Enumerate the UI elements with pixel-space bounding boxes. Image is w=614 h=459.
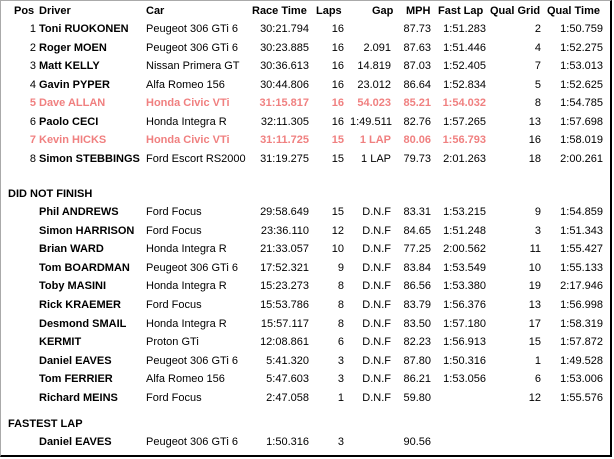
table-row: [0, 76, 614, 94]
cell-mph: 87.80: [403, 354, 431, 367]
cell-laps: 10: [331, 243, 344, 256]
cell-car: Honda Civic VTi: [146, 97, 230, 109]
cell-qual-grid: 13: [528, 299, 541, 311]
cell-qual-grid: 12: [528, 392, 541, 404]
cell-gap: 2.091: [363, 41, 391, 54]
cell-race-time: 15:23.273: [260, 280, 309, 293]
cell-car: Alfa Romeo 156: [146, 78, 225, 91]
cell-qual-grid: 11: [529, 243, 541, 256]
dnf-section: [0, 185, 614, 203]
cell-fast-lap: 1:56.793: [442, 134, 486, 146]
cell-driver: Simon HARRISON: [39, 224, 135, 237]
cell-mph: 86.56: [403, 280, 431, 293]
cell-gap: D.N.F: [362, 280, 391, 293]
cell-driver: Richard MEINS: [39, 392, 118, 404]
cell-mph: 85.21: [403, 97, 431, 109]
cell-driver: Tom BOARDMAN: [39, 261, 130, 274]
cell-gap: 54.023: [357, 97, 391, 109]
cell-laps: 8: [337, 317, 344, 330]
cell-gap: D.N.F: [362, 224, 391, 237]
cell-driver: Phil ANDREWS: [39, 206, 119, 218]
cell-pos: 8: [29, 152, 36, 165]
cell-fast-lap: 1:57.180: [443, 317, 486, 330]
cell-mph: 83.31: [403, 206, 431, 218]
cell-qual-time: 1:55.133: [560, 261, 603, 274]
cell-gap: D.N.F: [362, 392, 391, 404]
cell-qual-time: 1:53.006: [560, 373, 603, 386]
cell-qual-time: 1:52.625: [560, 78, 603, 91]
cell-qual-time: 1:53.013: [560, 60, 603, 72]
cell-laps: 15: [331, 134, 344, 146]
cell-driver: Toby MASINI: [39, 280, 107, 293]
cell-car: Honda Integra R: [146, 317, 227, 330]
cell-laps: 3: [337, 373, 344, 386]
header-qual-time: Qual Time: [547, 5, 600, 17]
cell-race-time: 31:19.275: [260, 152, 309, 165]
cell-car: Peugeot 306 GTi 6: [146, 23, 238, 35]
cell-race-time: 23:36.110: [260, 224, 309, 237]
cell-laps: 16: [331, 78, 344, 91]
cell-fast-lap: 1:53.056: [443, 373, 486, 386]
table-row: [0, 389, 614, 407]
cell-laps: 16: [331, 41, 344, 54]
cell-mph: 83.50: [403, 317, 431, 330]
cell-laps: 16: [331, 23, 344, 35]
cell-qual-grid: 17: [528, 317, 541, 330]
cell-race-time: 15:57.117: [260, 317, 309, 330]
cell-qual-time: 1:58.019: [560, 134, 603, 146]
cell-laps: 16: [331, 115, 344, 128]
cell-car: Ford Focus: [146, 299, 202, 311]
header-pos: Pos: [14, 5, 35, 17]
cell-driver: Rick KRAEMER: [39, 299, 121, 311]
cell-qual-time: 1:57.698: [560, 115, 603, 128]
table-row: [0, 94, 614, 112]
cell-driver: Desmond SMAIL: [39, 317, 127, 330]
cell-qual-grid: 6: [534, 373, 541, 386]
cell-driver: Daniel EAVES: [39, 354, 112, 367]
fastest-lap-number: 3: [337, 436, 344, 448]
cell-laps: 3: [337, 354, 344, 367]
cell-pos: 4: [29, 78, 36, 91]
cell-driver: Toni RUOKONEN: [39, 23, 129, 35]
cell-fast-lap: 1:53.215: [443, 206, 486, 218]
cell-race-time: 5:41.320: [266, 354, 309, 367]
fastest-car: Peugeot 306 GTi 6: [146, 436, 238, 448]
cell-car: Ford Focus: [146, 392, 202, 404]
fastest-mph: 90.56: [403, 436, 431, 448]
cell-laps: 15: [331, 206, 344, 218]
cell-race-time: 2:47.058: [266, 392, 309, 404]
header-qual-grid: Qual Grid: [490, 5, 541, 17]
cell-mph: 59.80: [403, 392, 431, 404]
cell-car: Nissan Primera GT: [146, 60, 240, 72]
cell-gap: D.N.F: [362, 354, 391, 367]
cell-qual-grid: 9: [534, 206, 541, 218]
cell-race-time: 29:58.649: [260, 206, 309, 218]
cell-car: Peugeot 306 GTi 6: [146, 354, 238, 367]
cell-car: Honda Integra R: [146, 115, 227, 128]
cell-fast-lap: 1:52.405: [443, 60, 486, 72]
cell-laps: 1: [337, 392, 344, 404]
cell-mph: 86.21: [403, 373, 431, 386]
cell-qual-grid: 4: [534, 41, 541, 54]
cell-car: Peugeot 306 GTi 6: [146, 261, 238, 274]
cell-mph: 83.84: [403, 261, 431, 274]
cell-pos: 1: [29, 23, 36, 35]
cell-gap: D.N.F: [362, 299, 391, 311]
cell-fast-lap: 1:54.032: [442, 97, 486, 109]
cell-car: Ford Focus: [146, 224, 202, 237]
cell-fast-lap: 1:53.380: [443, 280, 486, 293]
header-driver: Driver: [39, 5, 71, 17]
cell-driver: Brian WARD: [39, 243, 104, 256]
cell-driver: Gavin PYPER: [39, 78, 110, 91]
cell-mph: 82.76: [403, 115, 431, 128]
cell-qual-time: 1:55.427: [560, 243, 603, 256]
cell-laps: 8: [337, 299, 344, 311]
cell-race-time: 12:08.861: [260, 336, 309, 349]
cell-driver: Paolo CECI: [39, 115, 99, 128]
cell-pos: 3: [29, 60, 36, 72]
table-row: [0, 113, 614, 131]
cell-driver: Dave ALLAN: [39, 97, 106, 109]
cell-driver: KERMIT: [39, 336, 82, 349]
cell-pos: 7: [29, 134, 36, 146]
table-row: [0, 352, 614, 370]
table-row: [0, 131, 614, 149]
cell-mph: 86.64: [403, 78, 431, 91]
header-race-time: Race Time: [252, 5, 307, 17]
cell-driver: Roger MOEN: [39, 41, 107, 54]
table-row: [0, 240, 614, 258]
cell-qual-grid: 13: [528, 115, 541, 128]
cell-qual-grid: 1: [534, 354, 541, 367]
table-header: [0, 2, 614, 20]
cell-qual-time: 1:49.528: [560, 354, 603, 367]
cell-gap: D.N.F: [362, 317, 391, 330]
fastest-title: FASTEST LAP: [8, 418, 83, 430]
cell-mph: 87.73: [403, 23, 431, 35]
header-fast-lap: Fast Lap: [438, 5, 484, 17]
cell-car: Ford Escort RS2000: [146, 152, 246, 165]
cell-laps: 9: [337, 261, 344, 274]
cell-fast-lap: 1:56.376: [443, 299, 486, 311]
cell-qual-grid: 10: [528, 261, 541, 274]
fastest-time: 1:50.316: [266, 436, 309, 448]
cell-race-time: 30:23.885: [260, 41, 309, 54]
table-row: [0, 222, 614, 240]
cell-race-time: 30:21.794: [260, 23, 309, 35]
cell-qual-time: 2:17.946: [560, 280, 603, 293]
cell-qual-time: 1:50.759: [560, 23, 603, 35]
cell-car: Peugeot 306 GTi 6: [146, 41, 238, 54]
cell-race-time: 31:11.725: [260, 134, 309, 146]
cell-fast-lap: 1:56.913: [443, 336, 486, 349]
cell-fast-lap: 1:53.549: [443, 261, 486, 274]
cell-qual-grid: 18: [528, 152, 541, 165]
cell-laps: 16: [331, 60, 344, 72]
cell-fast-lap: 1:51.283: [443, 23, 486, 35]
cell-race-time: 21:33.057: [260, 243, 309, 256]
cell-fast-lap: 2:01.263: [443, 152, 486, 165]
cell-fast-lap: 1:52.834: [443, 78, 486, 91]
cell-mph: 87.03: [403, 60, 431, 72]
cell-mph: 79.73: [403, 152, 431, 165]
header-gap: Gap: [372, 5, 394, 17]
cell-pos: 5: [29, 97, 36, 109]
cell-mph: 80.06: [403, 134, 431, 146]
cell-fast-lap: 1:57.265: [443, 115, 486, 128]
cell-driver: Matt KELLY: [39, 60, 100, 72]
fastest-driver: Daniel EAVES: [39, 436, 112, 448]
cell-laps: 8: [337, 280, 344, 293]
cell-laps: 6: [337, 336, 344, 349]
cell-gap: D.N.F: [362, 336, 391, 349]
cell-qual-time: 1:57.872: [560, 336, 603, 349]
cell-gap: D.N.F: [362, 261, 391, 274]
cell-qual-time: 1:56.998: [560, 299, 603, 311]
cell-qual-time: 2:00.261: [560, 152, 603, 165]
header-car: Car: [146, 5, 165, 17]
cell-gap: 1 LAP: [359, 134, 391, 146]
table-row: [0, 20, 614, 38]
cell-race-time: 15:53.786: [260, 299, 309, 311]
cell-qual-time: 1:58.319: [560, 317, 603, 330]
cell-mph: 87.63: [403, 41, 431, 54]
cell-qual-grid: 19: [528, 280, 541, 293]
cell-car: Proton GTi: [146, 336, 199, 349]
cell-mph: 83.79: [403, 299, 431, 311]
cell-car: Honda Integra R: [146, 280, 227, 293]
header-mph: MPH: [406, 5, 431, 17]
cell-driver: Tom FERRIER: [39, 373, 113, 386]
fastest-row: [0, 433, 614, 451]
cell-qual-grid: 7: [534, 60, 541, 72]
cell-race-time: 30:44.806: [260, 78, 309, 91]
cell-race-time: 30:36.613: [260, 60, 309, 72]
cell-mph: 84.65: [403, 224, 431, 237]
table-row: [0, 277, 614, 295]
cell-gap: 1 LAP: [361, 152, 391, 165]
cell-qual-time: 1:52.275: [560, 41, 603, 54]
cell-fast-lap: 1:51.446: [443, 41, 486, 54]
header-laps: Laps: [316, 5, 342, 17]
cell-car: Honda Civic VTi: [146, 134, 230, 146]
cell-pos: 6: [29, 115, 36, 128]
cell-qual-time: 1:54.859: [560, 206, 603, 218]
cell-qual-time: 1:54.785: [560, 97, 603, 109]
cell-car: Alfa Romeo 156: [146, 373, 225, 386]
cell-pos: 2: [29, 41, 36, 54]
cell-laps: 15: [331, 152, 344, 165]
cell-qual-grid: 15: [528, 336, 541, 349]
cell-qual-grid: 8: [534, 97, 541, 109]
table-row: [0, 296, 614, 314]
cell-gap: 23.012: [357, 78, 391, 91]
cell-mph: 82.23: [403, 336, 431, 349]
table-row: [0, 39, 614, 57]
cell-gap: 14.819: [357, 60, 391, 72]
table-row: [0, 203, 614, 221]
cell-laps: 16: [331, 97, 344, 109]
cell-qual-grid: 5: [534, 78, 541, 91]
cell-race-time: 31:15.817: [259, 97, 309, 109]
table-row: [0, 259, 614, 277]
cell-mph: 77.25: [403, 243, 431, 256]
table-row: [0, 150, 614, 168]
cell-car: Honda Integra R: [146, 243, 227, 256]
fastest-section: [0, 415, 614, 433]
cell-qual-time: 1:51.343: [560, 224, 603, 237]
cell-qual-time: 1:55.576: [560, 392, 603, 404]
cell-fast-lap: 1:50.316: [443, 354, 486, 367]
cell-race-time: 5:47.603: [266, 373, 309, 386]
cell-car: Ford Focus: [146, 206, 202, 218]
cell-fast-lap: 1:51.248: [443, 224, 486, 237]
cell-gap: 1:49.511: [350, 115, 393, 128]
cell-gap: D.N.F: [362, 243, 391, 256]
cell-race-time: 32:11.305: [260, 115, 309, 128]
cell-driver: Simon STEBBINGS: [39, 152, 140, 165]
cell-driver: Kevin HICKS: [39, 134, 107, 146]
cell-gap: D.N.F: [362, 206, 391, 218]
cell-gap: D.N.F: [362, 373, 391, 386]
cell-qual-grid: 16: [528, 134, 541, 146]
cell-fast-lap: 2:00.562: [443, 243, 486, 256]
cell-qual-grid: 3: [534, 224, 541, 237]
cell-race-time: 17:52.321: [260, 261, 309, 274]
cell-qual-grid: 2: [534, 23, 541, 35]
table-row: [0, 315, 614, 333]
table-row: [0, 370, 614, 388]
table-row: [0, 333, 614, 351]
dnf-title: DID NOT FINISH: [8, 188, 93, 200]
cell-laps: 12: [331, 224, 344, 237]
table-row: [0, 57, 614, 75]
